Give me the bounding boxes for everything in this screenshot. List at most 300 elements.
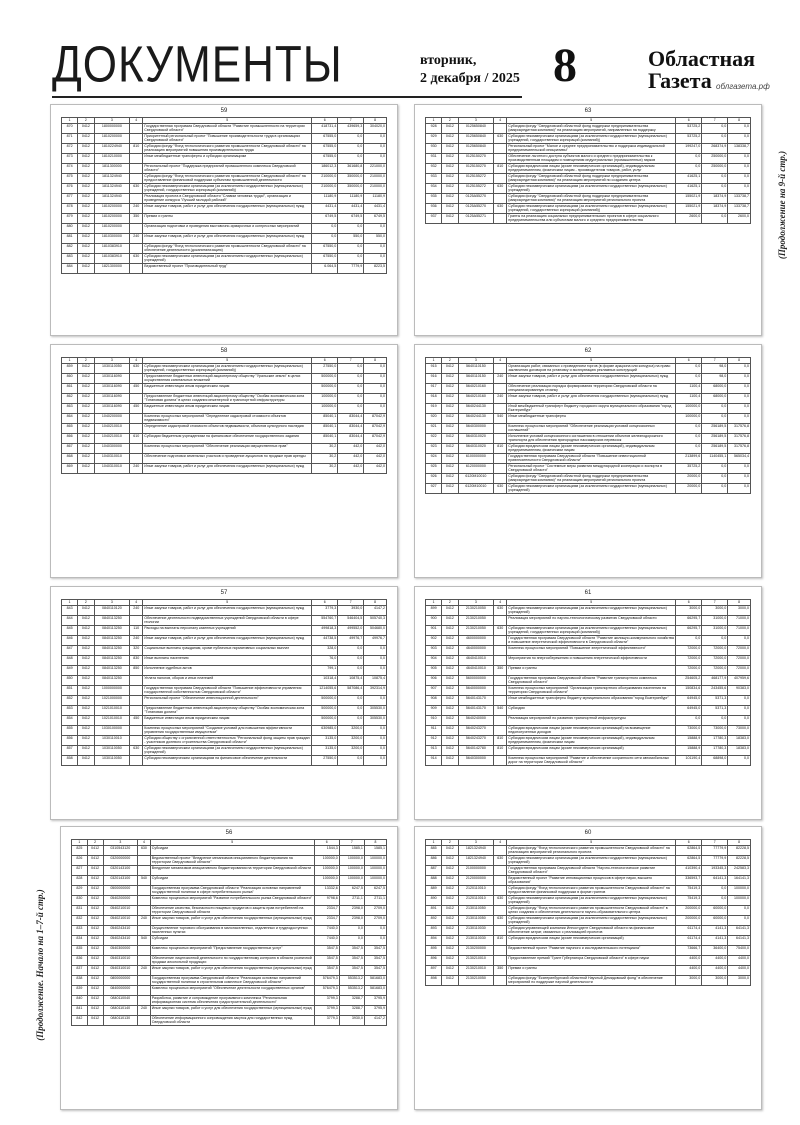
section-code: 0412 — [442, 454, 458, 464]
amount-2028: 3795,9 — [364, 996, 386, 1006]
item-name: Субсидии — [150, 846, 314, 856]
amount-2028: 100000,0 — [364, 856, 386, 866]
amount-2028: 18383,0 — [728, 746, 751, 756]
section-code: 0412 — [87, 926, 103, 936]
item-name: Субсидия фонду "Фонд технологического развития промышленности Свердловской области" на предоставление финансовой поддержки субъектам промышленной деятельности — [143, 174, 312, 184]
row-number: 892 — [426, 916, 442, 926]
amount-2026: 254605,2 — [676, 676, 702, 686]
amount-2027: 442,0 — [338, 444, 364, 454]
amount-2027: 0,0 — [702, 474, 728, 484]
section-code: 0412 — [442, 424, 458, 434]
continued-from-note: (Продолжение. Начало на 1–7-й стр.) — [35, 889, 45, 1041]
expense-type: 630 — [494, 896, 507, 906]
item-name: Субсидии некоммерческим организациям (за исключением государственных (муниципальных) учреждений) — [143, 254, 312, 264]
expense-type: 350 — [130, 214, 143, 224]
table-row — [62, 144, 387, 154]
expense-type — [494, 646, 507, 656]
expense-type — [494, 384, 507, 394]
table-row — [426, 154, 751, 164]
expense-type — [494, 174, 507, 184]
target-article: 1800000000 — [94, 124, 130, 134]
column-number: 7 — [702, 840, 728, 846]
amount-2028: 505740,3 — [364, 616, 387, 626]
amount-2026: 6.064,5 — [312, 264, 338, 274]
row-number: 859 — [62, 364, 78, 374]
section-code: 0412 — [78, 184, 94, 194]
amount-2026: 13332,6 — [314, 886, 339, 896]
amount-2026: 500000,0 — [312, 374, 338, 384]
expense-type — [130, 706, 143, 716]
table-row — [426, 686, 751, 696]
amount-2027: 0,0 — [339, 926, 364, 936]
target-article: 1021000000 — [94, 696, 130, 706]
expense-type — [494, 696, 507, 706]
column-number: 1 — [62, 358, 78, 364]
amount-2028: 221000,0 — [364, 164, 387, 174]
expense-type: 350 — [494, 966, 507, 976]
amount-2028: 0,0 — [364, 134, 387, 144]
amount-2028: 87042,9 — [364, 424, 387, 434]
item-name: Субсидии — [150, 876, 314, 886]
amount-2026: 500000,0 — [312, 384, 338, 394]
amount-2027: 553513,2 — [339, 976, 364, 986]
row-number: 852 — [62, 696, 78, 706]
item-name: Субсидии юридическим лицам (кроме некоммерческих организаций) — [507, 936, 676, 946]
item-name: Иные закупки товаров, работ и услуг для обеспечения государственных (муниципальных) нужд — [150, 966, 314, 976]
item-name: Субсидии некоммерческим организациям (за исключением государственных (муниципальных) учреждений) — [507, 606, 676, 616]
table-row — [62, 244, 387, 254]
target-article: 1030110050 — [94, 746, 130, 756]
amount-2026: 67555,0 — [312, 134, 338, 144]
amount-2026: 3779,3 — [314, 1016, 339, 1026]
sheet-page-number: 62 — [584, 348, 592, 354]
expense-type: 630 — [494, 204, 507, 214]
table-row — [426, 906, 751, 916]
amount-2027: 442,0 — [338, 464, 364, 474]
item-name: Государственная программа Свердловской области "Повышение инвестиционной привлекательности Свердловской области" — [507, 454, 676, 464]
amount-2028: 442,0 — [364, 454, 387, 464]
amount-2027: 3200,0 — [338, 726, 364, 736]
row-number: 854 — [62, 716, 78, 726]
expense-type — [494, 976, 507, 986]
column-number: 7 — [702, 600, 728, 606]
amount-2026: 3779,3 — [312, 606, 338, 616]
section-code: 0412 — [442, 716, 458, 726]
target-article: 2130210050 — [458, 976, 494, 986]
amount-2027: 83044,4 — [338, 434, 364, 444]
amount-2028: 442,0 — [364, 464, 387, 474]
table-row — [426, 194, 751, 204]
item-name: Обеспечение реализации порядка формирования территории Свердловской области на специализированную стоянку — [507, 384, 676, 394]
amount-2028: 0,0 — [364, 736, 387, 746]
section-code: 0412 — [442, 896, 458, 906]
expense-type — [494, 404, 507, 414]
amount-2028: 565034,4 — [728, 454, 751, 464]
section-code: 0412 — [442, 746, 458, 756]
table-row — [426, 474, 751, 484]
amount-2028: 0,0 — [728, 464, 751, 474]
item-name: Субсидия фонду "Свердловский областной фонд поддержки предпринимательства (микрокредитная компания)" на реализацию мероприятий по созданию центра — [507, 174, 676, 184]
column-number: 4 — [494, 358, 507, 364]
amount-2028: 0,0 — [364, 144, 387, 154]
row-number: 883 — [62, 254, 78, 264]
amount-2028: 210000,0 — [364, 184, 387, 194]
page-number: 8 — [553, 39, 577, 92]
target-article: 0540243410 — [103, 936, 138, 946]
amount-2027: 4400,0 — [702, 956, 728, 966]
amount-2026: 85040,1 — [312, 434, 338, 444]
target-article: 2130110050 — [458, 916, 494, 926]
expense-type: 240 — [494, 374, 507, 384]
item-name: Субсидии — [507, 706, 676, 716]
section-code: 0412 — [442, 616, 458, 626]
table-row — [72, 946, 387, 956]
item-name: Субсидии некоммерческим организациям (за исключением государственных (муниципальных) учреждений, государственных корпораций (компаний)) — [143, 184, 312, 194]
amount-2028: 0,0 — [364, 224, 387, 234]
target-article: 5640310020 — [458, 434, 494, 444]
item-name: Премии и гранты — [507, 966, 676, 976]
section-code: 0412 — [78, 404, 94, 414]
target-article: 0840113250 — [94, 666, 130, 676]
target-article: 1040300000 — [94, 444, 130, 454]
amount-2027: 2398,0 — [339, 906, 364, 916]
item-name: Субсидии юридическим лицам (кроме некоммерческих организаций) на возмещение недополученных доходов — [507, 726, 676, 736]
expense-type — [494, 364, 507, 374]
item-name: Социальные выплаты гражданам, кроме публичных нормативных социальных выплат — [143, 646, 312, 656]
target-article: 6120M10010 — [458, 474, 494, 484]
expense-type — [494, 656, 507, 666]
target-article: 1030100000 — [94, 726, 130, 736]
section-code: 0412 — [87, 876, 103, 886]
expense-type — [138, 926, 151, 936]
row-number: 835 — [72, 946, 88, 956]
section-code: 0412 — [442, 666, 458, 676]
section-code: 0412 — [442, 636, 458, 646]
section-code: 0412 — [78, 244, 94, 254]
target-article: 1810200000 — [94, 214, 130, 224]
row-number: 862 — [62, 394, 78, 404]
item-name: Комплекс процессных мероприятий "Обеспечение реализации имущественных прав" — [143, 444, 312, 454]
row-number: 875 — [62, 174, 78, 184]
item-name: Субсидии юридическим лицам (кроме некоммерческих организаций) — [507, 746, 676, 756]
target-article: 5640210160 — [458, 384, 494, 394]
row-number: 913 — [426, 746, 442, 756]
column-number: 2 — [78, 118, 94, 124]
expense-type — [494, 686, 507, 696]
amount-2026: 4400,0 — [676, 966, 702, 976]
amount-2027: 17780,3 — [702, 746, 728, 756]
expense-type — [494, 906, 507, 916]
issue-date — [420, 52, 520, 88]
row-number: 871 — [62, 134, 78, 144]
section-code: 0412 — [78, 154, 94, 164]
amount-2026: 72000,0 — [676, 646, 702, 656]
target-article: 0320000000 — [103, 856, 138, 866]
amount-2027: 256189,5 — [702, 424, 728, 434]
column-number: 6 — [676, 840, 702, 846]
expense-type — [130, 414, 143, 424]
item-name: Субсидии юридическим лицам (кроме некоммерческих организаций), индивидуальным предпринимателям, физическим лицам — [507, 444, 676, 454]
brand-line-2: Газета — [648, 68, 712, 93]
row-number: 858 — [62, 756, 78, 766]
expense-type — [130, 154, 143, 164]
amount-2028: 0,0 — [728, 906, 751, 916]
brand-line-1: Областная — [648, 46, 756, 71]
amount-2026: 7440,0 — [314, 936, 339, 946]
row-number: 846 — [62, 636, 78, 646]
row-number: 912 — [426, 736, 442, 746]
section-code: 0412 — [442, 374, 458, 384]
expense-type — [494, 756, 507, 766]
section-code: 0412 — [442, 886, 458, 896]
amount-2027: 0,0 — [702, 184, 728, 194]
expense-type: 240 — [494, 394, 507, 404]
column-number: 8 — [728, 358, 751, 364]
amount-2026: 0,0 — [676, 716, 702, 726]
table-row — [62, 194, 387, 204]
target-article: 1021010010 — [94, 706, 130, 716]
table-row — [62, 164, 387, 174]
column-number: 2 — [442, 358, 458, 364]
amount-2028: 2709,0 — [364, 906, 386, 916]
amount-2027: 83044,4 — [338, 424, 364, 434]
amount-2028: 0,0 — [364, 746, 387, 756]
amount-2026: 75419,3 — [676, 896, 702, 906]
amount-2026: 0,0 — [676, 154, 702, 164]
section-code: 0412 — [87, 916, 103, 926]
row-number: 886 — [426, 856, 442, 866]
amount-2027: 0,0 — [702, 404, 728, 414]
target-article: 0125155272 — [458, 184, 494, 194]
column-number: 4 — [494, 118, 507, 124]
item-name: Реализация проекта в Свердловской области "Славим человека труда!", организация и проведение конкурса "Лучший молодой рабочий" — [143, 194, 312, 204]
column-number: 6 — [676, 600, 702, 606]
row-number: 934 — [426, 184, 442, 194]
section-code: 0412 — [87, 886, 103, 896]
amount-2028: 0,0 — [728, 696, 751, 706]
section-code: 0412 — [442, 686, 458, 696]
row-number: 937 — [426, 214, 442, 224]
row-number: 910 — [426, 716, 442, 726]
amount-2027: 3288,7 — [339, 1006, 364, 1016]
row-number: 894 — [426, 936, 442, 946]
amount-2027: 3930,0 — [338, 606, 364, 616]
expense-type: 240 — [138, 916, 151, 926]
amount-2028: 4147,2 — [364, 1016, 386, 1026]
table-row — [426, 746, 751, 756]
amount-2026: 200000,0 — [676, 906, 702, 916]
amount-2027: 350000,0 — [338, 174, 364, 184]
amount-2028: 305530,0 — [364, 716, 387, 726]
table-row — [426, 696, 751, 706]
table-row — [426, 866, 751, 876]
amount-2028: 100000,0 — [728, 886, 751, 896]
amount-2026: 75419,3 — [676, 886, 702, 896]
expense-type — [130, 444, 143, 454]
row-number: 901 — [426, 626, 442, 636]
section-code: 0412 — [442, 464, 458, 474]
item-name: Иные закупки товаров, работ и услуг для обеспечения государственных (муниципальных) нужд — [143, 204, 312, 214]
table-row — [426, 706, 751, 716]
item-name: Субсидия фонду "Свердловский областной фонд поддержки предпринимательства (микрокредитная компания)" на реализацию мероприятий, направленных на поддержку — [507, 124, 676, 134]
row-number: 914 — [426, 756, 442, 766]
target-article: 0125A55270 — [458, 194, 494, 204]
column-number: 5 — [507, 600, 676, 606]
amount-2028: 0,0 — [364, 384, 387, 394]
column-number: 8 — [728, 118, 751, 124]
section-code: 0412 — [442, 676, 458, 686]
target-article: 4640000000 — [458, 646, 494, 656]
section-code: 0412 — [442, 916, 458, 926]
amount-2027: 0,0 — [339, 936, 364, 946]
amount-2026: 410390,4 — [676, 866, 702, 876]
table-row — [426, 966, 751, 976]
amount-2027: 553513,2 — [339, 986, 364, 996]
row-number: 848 — [62, 656, 78, 666]
table-row — [62, 364, 387, 374]
amount-2028: 392314,9 — [364, 686, 387, 696]
target-article: 2130210050 — [458, 616, 494, 626]
section-code: 0412 — [442, 876, 458, 886]
amount-2026: 1214055,6 — [312, 686, 338, 696]
target-article: 0125150270 — [458, 164, 494, 174]
amount-2027: 0,0 — [702, 134, 728, 144]
item-name: Иные закупки товаров, работ и услуг для обеспечения государственных (муниципальных) нужд — [507, 374, 676, 384]
section-code: 0412 — [442, 444, 458, 454]
amount-2027: 18374,9 — [702, 194, 728, 204]
section-code: 0412 — [442, 906, 458, 916]
target-article: 5640110150 — [458, 364, 494, 374]
item-name: Иные выплаты населению — [143, 656, 312, 666]
item-name: Государственная программа Свердловской области "Повышение эффективности управления государственной собственностью Свердловской области" — [143, 686, 312, 696]
section-code: 0412 — [78, 676, 94, 686]
target-article: 5640243270 — [458, 726, 494, 736]
table-row — [62, 646, 387, 656]
amount-2027: 587086,4 — [338, 686, 364, 696]
table-row — [72, 996, 387, 1006]
expense-type: 110 — [130, 626, 143, 636]
amount-2028: 0,0 — [728, 154, 751, 164]
section-code: 0412 — [78, 464, 94, 474]
amount-2027: 0,0 — [338, 716, 364, 726]
row-number: 897 — [426, 966, 442, 976]
expense-type — [494, 464, 507, 474]
section-code: 0412 — [442, 414, 458, 424]
target-article: 0125155272 — [458, 174, 494, 184]
target-article: 1021010010 — [94, 716, 130, 726]
section-code: 0412 — [442, 936, 458, 946]
amount-2026: 554760,7 — [312, 616, 338, 626]
item-name: Субсидия фонду "Фонд технологического развития промышленности Свердловской области" на предоставление финансовой поддержки в форме грантов — [507, 886, 676, 896]
amount-2028: 3000,0 — [728, 606, 751, 616]
target-article: 1030116090 — [94, 384, 130, 394]
row-number: 874 — [62, 164, 78, 174]
expense-type — [138, 996, 151, 1006]
expense-type — [494, 474, 507, 484]
amount-2028: 4431,4 — [364, 204, 387, 214]
item-name: Субсидия фонду "Свердловский областной фонд поддержки предпринимательства (микрокредитная компания)" на реализацию мероприятий регионального проекта — [507, 194, 676, 204]
row-number: 893 — [426, 926, 442, 936]
amount-2028: 82228,5 — [728, 856, 751, 866]
section-code: 0412 — [78, 204, 94, 214]
amount-2028: 550,0 — [364, 234, 387, 244]
row-number: 895 — [426, 946, 442, 956]
amount-2026: 199247,0 — [676, 144, 702, 154]
amount-2028: 0,0 — [728, 124, 751, 134]
target-article: 1810300000 — [94, 234, 130, 244]
amount-2027: 11180,9 — [338, 194, 364, 204]
table-row — [62, 676, 387, 686]
item-name: Субсидии некоммерческим организациям (за исключением государственных (муниципальных) учреждений) — [507, 916, 676, 926]
item-name: Реализация мероприятий по научно-технологическому развитию Свердловской области — [507, 616, 676, 626]
item-name: Приоритетный региональный проект "Повышение производительности труда в организациях Свердловской области" — [143, 134, 312, 144]
row-number: 882 — [62, 244, 78, 254]
item-name: Субсидии некоммерческим организациям (за исключением государственных (муниципальных) учреждений, государственных корпораций (компаний)) — [507, 134, 676, 144]
table-row — [62, 384, 387, 394]
target-article: 0125650840 — [458, 124, 494, 134]
row-number: 905 — [426, 666, 442, 676]
row-number: 869 — [62, 464, 78, 474]
target-article: 0840110130 — [103, 1016, 138, 1026]
expense-type: 810 — [494, 736, 507, 746]
amount-2028: 64141,3 — [728, 936, 751, 946]
amount-2026: 418731,4 — [312, 124, 338, 134]
item-name: Субсидия фонду "Свердловский областной фонд поддержки предпринимательства (микрокредитная компания)" на реализацию мероприятий регионального проекта — [507, 474, 676, 484]
amount-2026: 30,2 — [312, 464, 338, 474]
amount-2028: 133738,7 — [728, 204, 751, 214]
brand-url: облгазета.рф — [716, 82, 770, 91]
section-code: 0412 — [442, 174, 458, 184]
section-code: 0412 — [442, 646, 458, 656]
amount-2026: 15888,9 — [676, 746, 702, 756]
row-number: 829 — [72, 886, 88, 896]
target-article: 5640110150 — [458, 374, 494, 384]
expense-type — [130, 174, 143, 184]
amount-2027: 0,0 — [702, 414, 728, 424]
row-number: 840 — [72, 996, 88, 1006]
item-name: Ведомственный проект "Внедрение механизмов инициативного бюджетирования на территории Свердловской области" — [150, 856, 314, 866]
amount-2027: 0,0 — [702, 716, 728, 726]
amount-2027: 0,0 — [702, 124, 728, 134]
row-number: 909 — [426, 706, 442, 716]
section-code: 0412 — [442, 394, 458, 404]
amount-2026: 210000,0 — [312, 184, 338, 194]
amount-2028: 581683,0 — [364, 986, 386, 996]
budget-table — [61, 117, 387, 274]
expense-type: 240 — [138, 1006, 151, 1016]
amount-2026: 35725,2 — [676, 464, 702, 474]
amount-2027: 439659,3 — [338, 124, 364, 134]
expense-type: 630 — [130, 254, 143, 264]
target-article: 0840110140 — [103, 1006, 138, 1016]
target-article: 2120110010 — [458, 896, 494, 906]
amount-2028: 72000,0 — [728, 646, 751, 656]
amount-2027: 83044,4 — [338, 414, 364, 424]
section-code: 0412 — [442, 384, 458, 394]
amount-2026: 576479,3 — [314, 976, 339, 986]
section-code: 0412 — [442, 966, 458, 976]
budget-table — [425, 839, 751, 986]
amount-2027: 0,0 — [702, 896, 728, 906]
target-article: 5640300000 — [458, 756, 494, 766]
amount-2027: 0,0 — [338, 154, 364, 164]
section-code: 0412 — [442, 434, 458, 444]
column-number: 8 — [728, 600, 751, 606]
column-number: 3 — [94, 118, 130, 124]
row-number: 878 — [62, 204, 78, 214]
section-code: 0412 — [442, 154, 458, 164]
table-row — [72, 926, 387, 936]
